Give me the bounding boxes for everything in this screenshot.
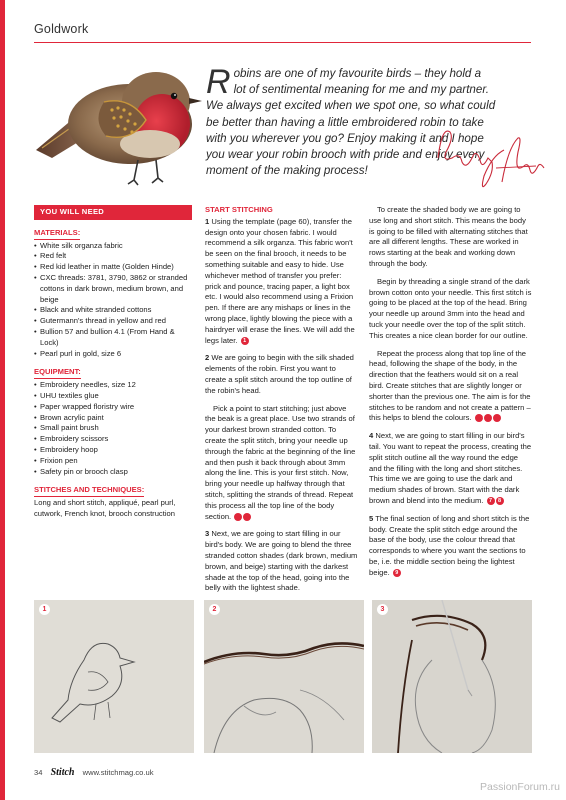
stitches-text: Long and short stitch, appliqué, pearl purl, cutwork, French knot, brooch construction — [34, 498, 176, 518]
intro-text: obins are one of my favourite birds – they hold a lot of sentimental meaning for me and my partner. We always get excited when we spot one, so what could be better than having a little embroidered robin to take with you wherever you go? Enjoy making it and I hope you wear your robin brooch with pride and enjoy every moment of the making process! — [206, 67, 496, 178]
paragraph: To create the shaded body we are going to use long and short stitch. This means the body is going to be filled with alternating stitches that are all different lengths. These are worked in rows starting at the beak and working down through the body. — [369, 205, 528, 268]
list-item: • Small paint brush — [34, 423, 192, 434]
step-4 — [369, 431, 532, 507]
equipment-heading: EQUIPMENT: — [34, 367, 81, 379]
step-1 — [205, 217, 358, 347]
page-number: 34 — [34, 768, 43, 777]
section-title: Goldwork — [34, 22, 89, 36]
step-number: 2 — [205, 353, 210, 363]
step-3 — [205, 529, 358, 594]
photo-ref-badge — [234, 513, 242, 521]
watermark: PassionForum.ru — [480, 781, 560, 793]
list-item: • CXC threads: 3781, 3790, 3862 or stranded cottons in dark brown, medium brown, and beige — [34, 273, 192, 305]
materials-heading: MATERIALS: — [34, 228, 80, 240]
drop-cap: R — [206, 63, 231, 101]
list-item: • Paper wrapped floristry wire — [34, 402, 192, 413]
photo-3-image — [372, 600, 532, 753]
list-item: • Embroidery scissors — [34, 434, 192, 445]
step-text: Next, we are going to start filling in our bird's body. We are going to blend the three stranded cotton shades (dark brown, medium brown, and beige) starting with the darkest shade at the top of the head, going into the belly with the lightest shade. — [205, 529, 358, 593]
stitches-heading: STITCHES AND TECHNIQUES: — [34, 485, 144, 497]
photo-number-badge: 1 — [39, 604, 50, 615]
step-photo-1 — [34, 600, 194, 753]
paragraph-text: Repeat the process along that top line of the head, following the shape of the body, in the direction that the feathers would sit on a real bird. Create stitches that are slightly longer or shorter than the previous one. The aim is for the stitches to be random and not create a pattern – this helps to blend the colours. — [369, 348, 531, 423]
photo-ref-badge: 6 — [493, 414, 501, 422]
list-item: • Embroidery needles, size 12 — [34, 380, 192, 391]
photo-ref-badge — [484, 414, 492, 422]
page-edge-bar — [0, 0, 5, 800]
list-item: • Embroidery hoop — [34, 445, 192, 456]
list-item: • Red felt — [34, 251, 192, 262]
list-item: • UHU textiles glue — [34, 391, 192, 402]
you-will-need-heading: YOU WILL NEED — [34, 205, 192, 220]
step-5 — [369, 514, 532, 579]
step-number: 3 — [205, 529, 210, 539]
instructions-column-2 — [205, 205, 358, 601]
materials-list — [34, 241, 192, 360]
photo-ref-badge: 8 — [496, 497, 504, 505]
step-number: 1 — [205, 216, 210, 226]
title-rule — [34, 42, 531, 43]
magazine-logo: Stitch — [50, 767, 75, 778]
list-item: • Black and white stranded cottons — [34, 305, 192, 316]
page-footer — [34, 767, 154, 778]
photo-number-badge: 3 — [377, 604, 388, 615]
list-item: • Red kid leather in matte (Golden Hinde) — [34, 262, 192, 273]
list-item: • Brown acrylic paint — [34, 413, 192, 424]
photo-ref-badge — [475, 414, 483, 422]
step-photo-2 — [204, 600, 364, 753]
start-stitching-heading: START STITCHING — [205, 205, 273, 214]
photo-ref-badge: 7 — [487, 497, 495, 505]
photo-ref-badge: 9 — [393, 569, 401, 577]
photo-ref-badge: 1 — [241, 337, 249, 345]
step-2 — [205, 353, 358, 396]
step-number: 5 — [369, 513, 374, 523]
step-text: Pick a point to start stitching; just above the beak is a great place. Use two strands of your darkest brown stranded cotton. To create the split stitch, bring your needle up through the fabric at the beginning of the line and then push it back through about 3mm along the line. This is your first stitch. Now, bring your needle up halfway through that stitch, splitting the strands of thread. Repeat this process all the top line of the body section. — [205, 403, 356, 521]
signature-image — [432, 118, 548, 194]
you-will-need-panel — [34, 205, 192, 520]
step-text: Using the template (page 60), transfer the design onto your chosen fabric. I would recommend a silk organza. This fabric won't be seen on the final brooch, it needs to be something suitable and easy to hide. Use whichever method of transfer you prefer: prick and pounce, tracing paper, a light box etc. I would also recommend using a Frixion pen. If there are any mishaps or lines in the wrong place, lightly blowing the piece with a hairdryer will erase the lines. We will add the legs later. — [205, 216, 355, 345]
paragraph — [369, 349, 532, 425]
list-item: • Safety pin or brooch clasp — [34, 467, 192, 478]
instructions-column-3 — [369, 205, 532, 586]
step-photo-3 — [372, 600, 532, 753]
list-item: • Pearl purl in gold, size 6 — [34, 349, 192, 360]
step-2-continued — [205, 404, 358, 523]
list-item: • White silk organza fabric — [34, 241, 192, 252]
list-item: • Frixion pen — [34, 456, 192, 467]
equipment-list — [34, 380, 192, 477]
step-number: 4 — [369, 431, 374, 441]
robin-brooch-image — [34, 58, 202, 186]
step-text: The final section of long and short stitch is the body. Create the split stitch edge around the base of the body, use the colour thread that corresponds to where you want the sections to be, i.e. the middle section being the lightest beige. — [369, 513, 530, 577]
photo-ref-badge: 3 — [243, 513, 251, 521]
photo-1-image — [34, 600, 194, 753]
list-item: • Bullion 57 and bullion 4.1 (From Hand & Lock) — [34, 327, 192, 349]
paragraph: Begin by threading a single strand of the dark brown cotton onto your needle. This first stitch is going to be placed at the top of the head. Bring your needle up around 3mm into the head and tuck your needle over the top of the split stitch. This creates a nice clean border for our outline. — [369, 276, 532, 340]
step-text: Next, we are going to start filling in our bird's tail. You want to repeat the process, creating the split stitch outline all the way round the edge and the filling with the long and short stitches. This time we are going to use the dark and medium shades of brown. Start with the dark brown and blend into the medium. — [369, 431, 532, 505]
website-link[interactable]: www.stitchmag.co.uk — [82, 768, 154, 777]
photo-number-badge: 2 — [209, 604, 220, 615]
photo-2-image — [204, 600, 364, 753]
list-item: • Gutermann's thread in yellow and red — [34, 316, 192, 327]
step-text: We are going to begin with the silk shaded elements of the robin. First you want to create a split stitch around the top outline of the robin's head. — [205, 353, 354, 395]
